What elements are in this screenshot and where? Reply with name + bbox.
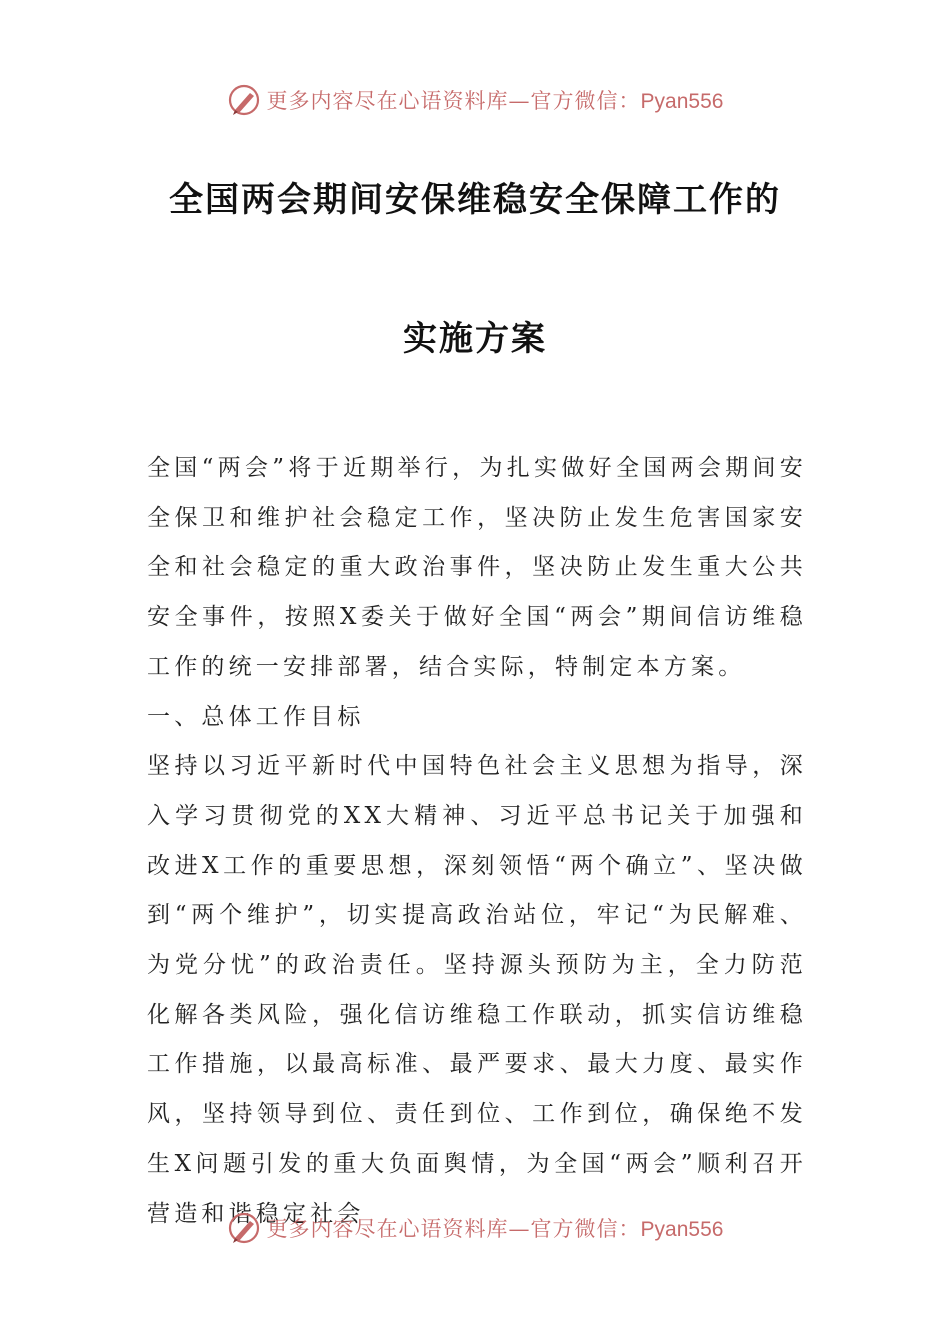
watermark-text: 更多内容尽在心语资料库—官方微信： <box>266 89 641 113</box>
watermark-text: 更多内容尽在心语资料库—官方微信： <box>266 1217 641 1241</box>
section-heading: 一、总体工作目标 <box>147 703 365 730</box>
document-title-line2: 实施方案 <box>403 319 547 359</box>
document-body <box>147 444 807 1239</box>
watermark-wechat-id: Pyan556 <box>640 90 724 113</box>
watermark-footer <box>0 1208 950 1248</box>
document-title-line1: 全国两会期间安保维稳安全保障工作的 <box>169 180 781 220</box>
pen-circle-logo-icon <box>227 1211 261 1245</box>
pen-circle-logo-icon <box>227 83 261 117</box>
paragraph-goals: 坚持以习近平新时代中国特色社会主义思想为指导，深入学习贯彻党的XX大精神、习近平总书记关于加强和改进X工作的重要思想，深刻领悟“两个确立”、坚决做到“两个维护”，切实提高政治站位，牢记“为民解难、为党分忧”的政治责任。坚持源头预防为主，全力防范化解各类风险，强化信访维稳工作联动，抓实信访维稳工作措施，以最高标准、最严要求、最大力度、最实作风，坚持领导到位、责任到位、工作到位，确保绝不发生X问题引发的重大负面舆情，为全国“两会”顺利召开营造和谐稳定社会 <box>147 753 807 1227</box>
watermark-wechat-id: Pyan556 <box>640 1218 724 1241</box>
watermark-header <box>0 80 950 120</box>
paragraph-intro: 全国“两会”将于近期举行，为扎实做好全国两会期间安全保卫和维护社会稳定工作，坚决防止发生危害国家安全和社会稳定的重大政治事件，坚决防止发生重大公共安全事件，按照X委关于做好全国“两会”期间信访维稳工作的统一安排部署，结合实际，特制定本方案。 <box>147 455 807 680</box>
